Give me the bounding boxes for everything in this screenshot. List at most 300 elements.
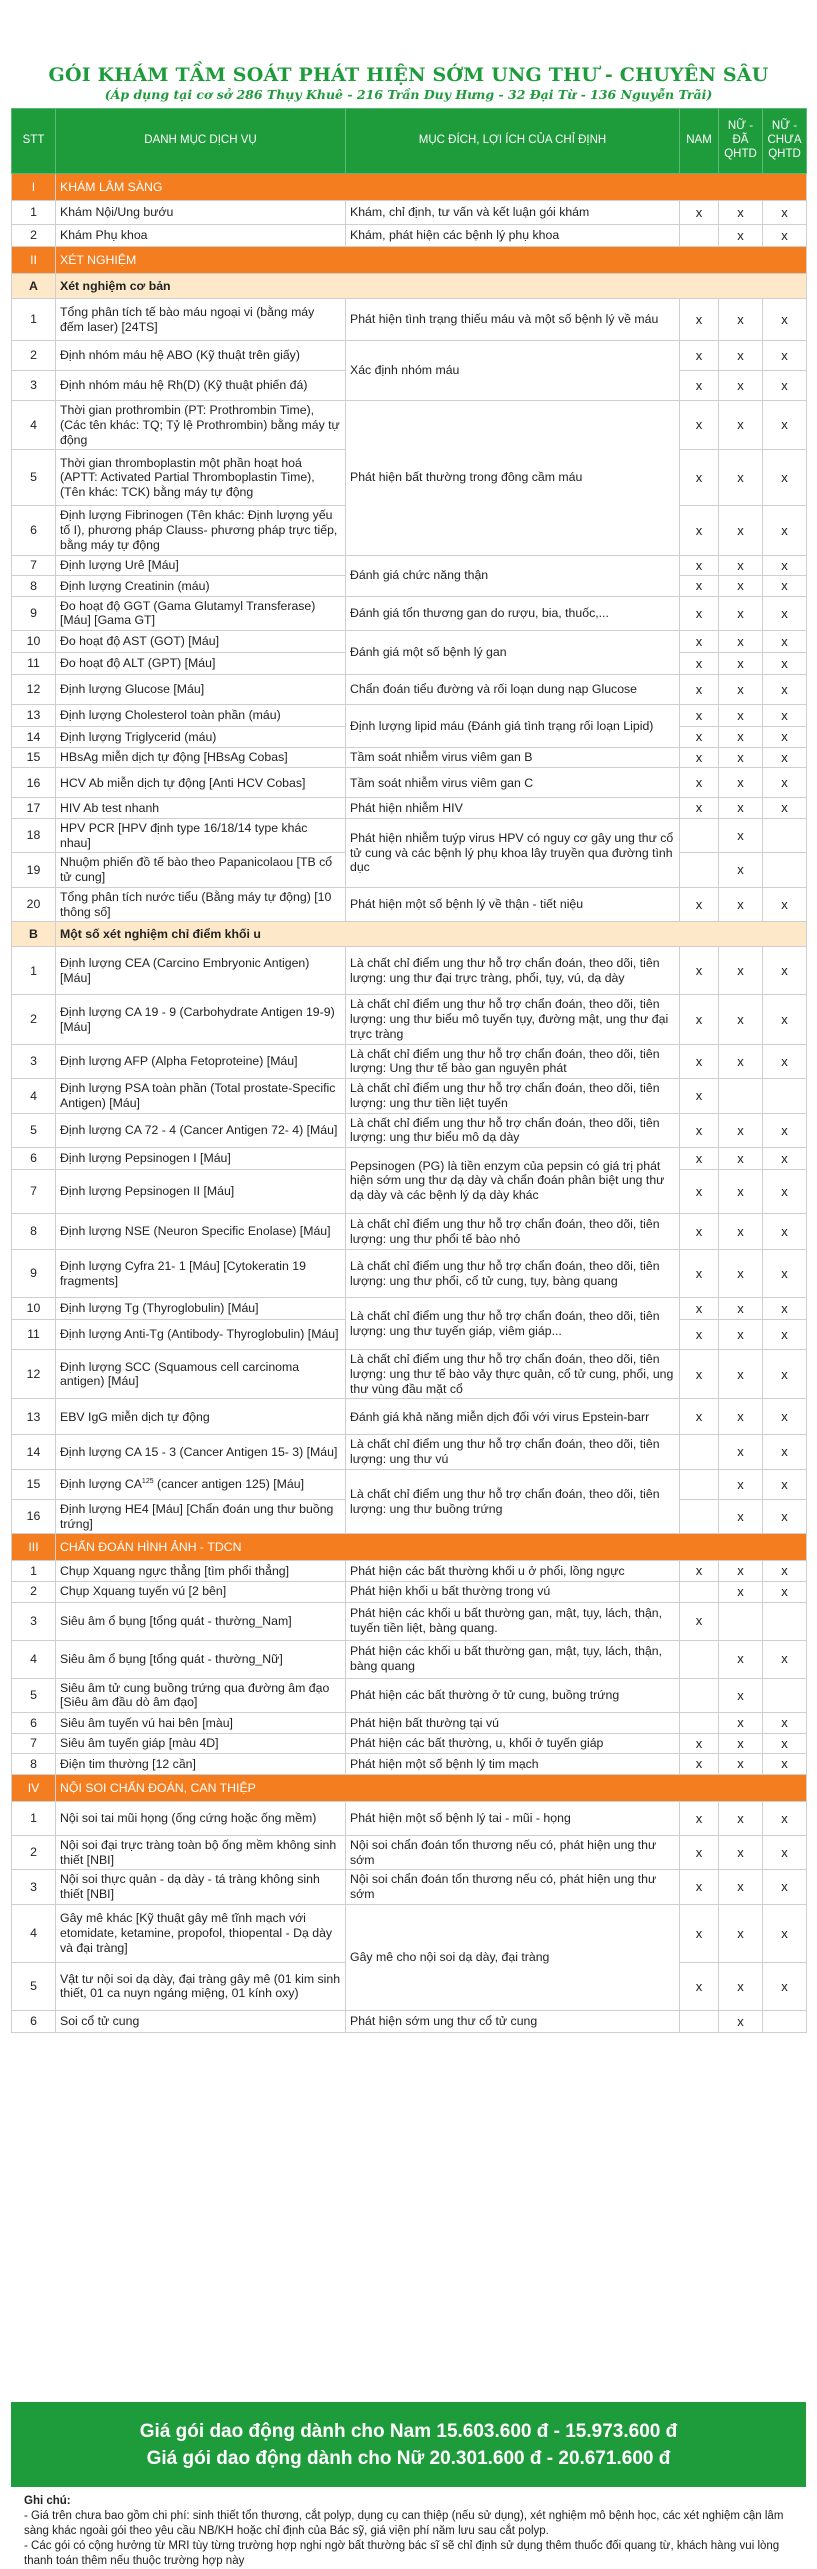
- row-stt: 8: [12, 576, 56, 597]
- row-purpose: Phát hiện nhiễm HIV: [346, 798, 680, 819]
- mark-female-married: x: [719, 1435, 763, 1470]
- row-stt: 5: [12, 1113, 56, 1148]
- mark-female-single: x: [763, 341, 807, 371]
- mark-female-single: x: [763, 705, 807, 727]
- mark-female-married: x: [719, 1320, 763, 1350]
- row-purpose: Là chất chỉ điểm ung thư hỗ trợ chẩn đoán, theo dõi, tiên lượng: ung thư biểu mô dạ dày: [346, 1113, 680, 1148]
- mark-male: x: [680, 596, 719, 631]
- row-purpose: Đánh giá tổn thương gan do rượu, bia, thuốc,...: [346, 596, 680, 631]
- mark-male: x: [680, 887, 719, 922]
- section-title: KHÁM LÂM SÀNG: [56, 174, 807, 201]
- mark-female-married: x: [719, 675, 763, 705]
- table-row: [12, 299, 807, 341]
- row-service-name: Định lượng Creatinin (máu): [56, 576, 346, 597]
- mark-male: [680, 1640, 719, 1678]
- section-number: I: [12, 174, 56, 201]
- row-service-name: Tổng phân tích tế bào máu ngoại vi (bằng máy đếm laser) [24TS]: [56, 299, 346, 341]
- mark-female-married: [719, 1079, 763, 1114]
- row-purpose: Là chất chỉ điểm ung thư hỗ trợ chẩn đoán, theo dõi, tiên lượng: ung thư vú: [346, 1435, 680, 1470]
- mark-male: x: [680, 705, 719, 727]
- mark-female-married: x: [719, 853, 763, 888]
- row-purpose: Phát hiện các bất thường ở tử cung, buồng trứng: [346, 1678, 680, 1713]
- note-item-2: - Các gói có cộng hưởng từ MRI tùy từng trường hợp nghi ngờ bất thường bác sĩ sẽ chỉ định sử dụng thêm thuốc đối quang từ, khách hàng vui lòng thanh toán thêm nếu thuộc trường hợp này: [24, 2539, 780, 2567]
- row-stt: 5: [12, 1678, 56, 1713]
- row-stt: 13: [12, 1399, 56, 1435]
- mark-male: x: [680, 1733, 719, 1754]
- row-service-name: Siêu âm tuyến vú hai bên [màu]: [56, 1713, 346, 1734]
- row-purpose: Là chất chỉ điểm ung thư hỗ trợ chẩn đoán, theo dõi, tiên lượng: ung thư tiền liệt tuyến: [346, 1079, 680, 1114]
- row-stt: 14: [12, 727, 56, 748]
- row-service-name: Chụp Xquang tuyến vú [2 bên]: [56, 1582, 346, 1603]
- row-stt: 6: [12, 1148, 56, 1170]
- table-row: [12, 995, 807, 1044]
- mark-female-married: x: [719, 1148, 763, 1170]
- mark-female-single: x: [763, 1561, 807, 1582]
- table-row: [12, 596, 807, 631]
- mark-female-single: x: [763, 1148, 807, 1170]
- row-stt: 17: [12, 798, 56, 819]
- mark-female-single: [763, 818, 807, 853]
- row-purpose: Xác định nhóm máu: [346, 341, 680, 401]
- row-service-name: Nội soi đại trực tràng toàn bộ ống mềm không sinh thiết [NBI]: [56, 1835, 346, 1870]
- mark-female-married: [719, 1602, 763, 1640]
- table-row: [12, 401, 807, 450]
- row-purpose: Là chất chỉ điểm ung thư hỗ trợ chẩn đoán, theo dõi, tiên lượng: ung thư tuyến giáp, viêm giáp...: [346, 1298, 680, 1350]
- row-service-name: Chụp Xquang ngực thẳng [tìm phổi thẳng]: [56, 1561, 346, 1582]
- mark-male: x: [680, 1113, 719, 1148]
- table-row: [12, 947, 807, 995]
- table-row: [12, 1214, 807, 1250]
- mark-female-single: x: [763, 1962, 807, 2010]
- row-service-name: Định nhóm máu hệ Rh(D) (Kỹ thuật phiến đá): [56, 371, 346, 401]
- row-stt: 9: [12, 596, 56, 631]
- row-stt: 1: [12, 299, 56, 341]
- section-title: NỘI SOI CHẨN ĐOÁN, CAN THIỆP: [56, 1774, 807, 1801]
- mark-female-married: x: [719, 450, 763, 506]
- mark-female-married: x: [719, 1962, 763, 2010]
- mark-male: x: [680, 1079, 719, 1114]
- row-purpose: Phát hiện một số bệnh lý về thận - tiết niệu: [346, 887, 680, 922]
- mark-female-single: x: [763, 1350, 807, 1399]
- row-stt: 15: [12, 747, 56, 768]
- row-service-name: Định lượng PSA toàn phần (Total prostate-Specific Antigen) [Máu]: [56, 1079, 346, 1114]
- row-purpose: Là chất chỉ điểm ung thư hỗ trợ chẩn đoán, theo dõi, tiên lượng: ung thư biểu mô tuyến tụy, đường mật, ung thư đại trực tràng: [346, 995, 680, 1044]
- mark-female-married: x: [719, 1469, 763, 1499]
- mark-female-single: x: [763, 555, 807, 576]
- mark-female-single: x: [763, 299, 807, 341]
- row-stt: 2: [12, 341, 56, 371]
- row-purpose: Phát hiện các khối u bất thường gan, mật, tụy, lách, thận, bàng quang: [346, 1640, 680, 1678]
- row-service-name: HCV Ab miễn dịch tự động [Anti HCV Cobas]: [56, 768, 346, 798]
- row-stt: 3: [12, 1870, 56, 1905]
- table-row: [12, 887, 807, 922]
- mark-female-married: x: [719, 1835, 763, 1870]
- row-service-name: Khám Nội/Ung bướu: [56, 201, 346, 225]
- subsection-title: Xét nghiệm cơ bản: [56, 274, 807, 299]
- mark-female-married: x: [719, 506, 763, 555]
- row-stt: 10: [12, 1298, 56, 1320]
- table-row: [12, 818, 807, 853]
- row-stt: 8: [12, 1754, 56, 1775]
- row-purpose: Khám, phát hiện các bệnh lý phụ khoa: [346, 225, 680, 247]
- mark-male: x: [680, 1320, 719, 1350]
- mark-female-single: [763, 853, 807, 888]
- mark-female-single: x: [763, 1801, 807, 1835]
- row-purpose: Phát hiện một số bệnh lý tai - mũi - họng: [346, 1801, 680, 1835]
- row-service-name: Siêu âm ổ bụng [tổng quát - thường_Nam]: [56, 1602, 346, 1640]
- row-service-name: Định lượng CA 72 - 4 (Cancer Antigen 72- 4) [Máu]: [56, 1113, 346, 1148]
- mark-female-single: x: [763, 1298, 807, 1320]
- table-row: [12, 705, 807, 727]
- mark-female-married: x: [719, 1733, 763, 1754]
- row-purpose: Là chất chỉ điểm ung thư hỗ trợ chẩn đoán, theo dõi, tiên lượng: Ung thư tế bào gan nguyên phát: [346, 1044, 680, 1079]
- row-service-name: Định lượng CA 15 - 3 (Cancer Antigen 15- 3) [Máu]: [56, 1435, 346, 1470]
- row-service-name: Định lượng Pepsinogen I [Máu]: [56, 1148, 346, 1170]
- table-row: [12, 768, 807, 798]
- row-purpose: Định lượng lipid máu (Đánh giá tình trạng rối loạn Lipid): [346, 705, 680, 748]
- note-item-1: - Giá trên chưa bao gồm chi phí: sinh thiết tổn thương, cắt polyp, dụng cụ can thiệp (nếu sử dụng), xét nghiệm mô bệnh học, các xét nghiệm cận lâm sàng khác ngoài gói theo yêu cầu NB/KH hoặc chỉ định của Bác sỹ, giá viện phí năm lưu sau cắt polyp.: [24, 2509, 784, 2537]
- row-stt: 5: [12, 1962, 56, 2010]
- mark-female-single: x: [763, 371, 807, 401]
- row-purpose: Phát hiện tình trạng thiếu máu và một số bệnh lý về máu: [346, 299, 680, 341]
- table-row: [12, 1350, 807, 1399]
- row-purpose: Tầm soát nhiễm virus viêm gan C: [346, 768, 680, 798]
- mark-male: x: [680, 1148, 719, 1170]
- mark-female-married: x: [719, 705, 763, 727]
- mark-female-married: x: [719, 555, 763, 576]
- mark-male: x: [680, 1350, 719, 1399]
- notes: [24, 2494, 809, 2569]
- mark-female-married: x: [719, 1678, 763, 1713]
- mark-female-single: x: [763, 1733, 807, 1754]
- mark-female-single: x: [763, 225, 807, 247]
- mark-female-single: x: [763, 596, 807, 631]
- row-stt: 5: [12, 450, 56, 506]
- mark-male: x: [680, 401, 719, 450]
- mark-female-married: x: [719, 1640, 763, 1678]
- row-service-name: Định lượng Anti-Tg (Antibody- Thyroglobulin) [Máu]: [56, 1320, 346, 1350]
- mark-male: x: [680, 768, 719, 798]
- table-row: [12, 631, 807, 653]
- mark-female-single: x: [763, 1870, 807, 1905]
- mark-female-married: x: [719, 401, 763, 450]
- subsection-row: [12, 922, 807, 947]
- table-row: [12, 1582, 807, 1603]
- mark-male: [680, 818, 719, 853]
- mark-female-single: [763, 1678, 807, 1713]
- mark-female-single: x: [763, 768, 807, 798]
- mark-female-married: x: [719, 1214, 763, 1250]
- mark-female-married: x: [719, 1113, 763, 1148]
- subsection-letter: B: [12, 922, 56, 947]
- row-stt: 8: [12, 1214, 56, 1250]
- table-row: [12, 1835, 807, 1870]
- row-stt: 20: [12, 887, 56, 922]
- subsection-row: [12, 274, 807, 299]
- table-header-row: [12, 109, 807, 174]
- row-service-name: Vật tư nội soi dạ dày, đại tràng gây mê (01 kim sinh thiết, 01 ca nuyn ngáng miệng, 01 kính oxy): [56, 1962, 346, 2010]
- table-row: [12, 1298, 807, 1320]
- table-row: [12, 1113, 807, 1148]
- mark-female-single: x: [763, 675, 807, 705]
- row-stt: 12: [12, 1350, 56, 1399]
- mark-male: [680, 2010, 719, 2032]
- section-row: [12, 1774, 807, 1801]
- table-row: [12, 1079, 807, 1114]
- row-service-name: [56, 1469, 346, 1499]
- mark-female-married: x: [719, 201, 763, 225]
- row-stt: 19: [12, 853, 56, 888]
- section-number: III: [12, 1534, 56, 1561]
- mark-female-married: x: [719, 1298, 763, 1320]
- table-row: [12, 1399, 807, 1435]
- row-purpose: Nội soi chẩn đoán tổn thương nếu có, phát hiện ung thư sớm: [346, 1835, 680, 1870]
- mark-female-married: x: [719, 1801, 763, 1835]
- row-purpose: Là chất chỉ điểm ung thư hỗ trợ chẩn đoán, theo dõi, tiên lượng: ung thư buồng trứng: [346, 1469, 680, 1534]
- row-stt: 1: [12, 947, 56, 995]
- mark-female-married: x: [719, 747, 763, 768]
- mark-female-single: x: [763, 1499, 807, 1534]
- table-row: [12, 1678, 807, 1713]
- row-stt: 6: [12, 1713, 56, 1734]
- mark-male: x: [680, 1962, 719, 2010]
- col-header-stt: STT: [12, 109, 56, 174]
- page-title: GÓI KHÁM TẦM SOÁT PHÁT HIỆN SỚM UNG THƯ - CHUYÊN SÂU: [48, 64, 769, 86]
- mark-female-married: x: [719, 1170, 763, 1214]
- notes-title: Ghi chú:: [24, 2495, 71, 2507]
- row-service-name: Gây mê khác [Kỹ thuật gây mê tĩnh mạch với etomidate, ketamine, propofol, thiopental - Dạ dày và đại tràng]: [56, 1904, 346, 1962]
- row-stt: 14: [12, 1435, 56, 1470]
- row-stt: 4: [12, 1079, 56, 1114]
- mark-female-married: x: [719, 653, 763, 675]
- mark-female-married: x: [719, 1561, 763, 1582]
- row-stt: 2: [12, 995, 56, 1044]
- mark-female-married: x: [719, 1713, 763, 1734]
- table-row: [12, 1561, 807, 1582]
- row-stt: 6: [12, 2010, 56, 2032]
- row-service-name: Định lượng Glucose [Máu]: [56, 675, 346, 705]
- row-service-name: Đo hoạt độ AST (GOT) [Máu]: [56, 631, 346, 653]
- table-row: [12, 747, 807, 768]
- row-stt: 2: [12, 1582, 56, 1603]
- row-stt: 15: [12, 1469, 56, 1499]
- mark-female-single: x: [763, 887, 807, 922]
- row-purpose: Nội soi chẩn đoán tổn thương nếu có, phát hiện ung thư sớm: [346, 1870, 680, 1905]
- mark-female-single: x: [763, 1214, 807, 1250]
- table-row: [12, 1148, 807, 1170]
- service-name-superscript: 125: [141, 1478, 154, 1485]
- mark-female-married: x: [719, 947, 763, 995]
- row-stt: 6: [12, 506, 56, 555]
- subsection-title: Một số xét nghiệm chỉ điểm khối u: [56, 922, 807, 947]
- mark-male: x: [680, 653, 719, 675]
- mark-male: x: [680, 631, 719, 653]
- row-service-name: Tổng phân tích nước tiểu (Bằng máy tự động) [10 thông số]: [56, 887, 346, 922]
- row-stt: 1: [12, 1561, 56, 1582]
- mark-female-married: x: [719, 596, 763, 631]
- table-row: [12, 1469, 807, 1499]
- mark-female-single: x: [763, 1835, 807, 1870]
- mark-female-single: x: [763, 995, 807, 1044]
- mark-female-single: x: [763, 1250, 807, 1298]
- row-purpose: Gây mê cho nội soi dạ dày, đại tràng: [346, 1904, 680, 2010]
- mark-female-single: [763, 1602, 807, 1640]
- table-row: [12, 1801, 807, 1835]
- section-number: IV: [12, 1774, 56, 1801]
- row-service-name: Siêu âm tử cung buồng trứng qua đường âm đạo [Siêu âm đầu dò âm đạo]: [56, 1678, 346, 1713]
- table-row: [12, 1602, 807, 1640]
- row-stt: 2: [12, 1835, 56, 1870]
- row-stt: 18: [12, 818, 56, 853]
- row-stt: 7: [12, 1733, 56, 1754]
- mark-female-single: [763, 2010, 807, 2032]
- row-service-name: Định lượng Triglycerid (máu): [56, 727, 346, 748]
- row-service-name: Định lượng AFP (Alpha Fetoproteine) [Máu]: [56, 1044, 346, 1079]
- row-service-name: Nhuộm phiến đồ tế bào theo Papanicolaou [TB cổ tử cung]: [56, 853, 346, 888]
- mark-female-single: x: [763, 1399, 807, 1435]
- row-purpose: Phát hiện các bất thường, u, khối ở tuyến giáp: [346, 1733, 680, 1754]
- row-stt: 2: [12, 225, 56, 247]
- row-service-name: Định lượng Cyfra 21- 1 [Máu] [Cytokeratin 19 fragments]: [56, 1250, 346, 1298]
- mark-male: x: [680, 341, 719, 371]
- row-service-name: Định nhóm máu hệ ABO (Kỹ thuật trên giấy): [56, 341, 346, 371]
- row-service-name: Siêu âm ổ bụng [tổng quát - thường_Nữ]: [56, 1640, 346, 1678]
- row-purpose: Phát hiện khối u bất thường trong vú: [346, 1582, 680, 1603]
- mark-male: x: [680, 576, 719, 597]
- section-title: CHẨN ĐOÁN HÌNH ẢNH - TDCN: [56, 1534, 807, 1561]
- table-row: [12, 1435, 807, 1470]
- section-title: XÉT NGHIỆM: [56, 247, 807, 274]
- table-row: [12, 1754, 807, 1775]
- mark-female-married: x: [719, 1754, 763, 1775]
- mark-female-single: x: [763, 1320, 807, 1350]
- row-service-name: Định lượng Cholesterol toàn phần (máu): [56, 705, 346, 727]
- row-stt: 3: [12, 1044, 56, 1079]
- row-purpose: Đánh giá khả năng miễn dịch đối với virus Epstein-barr: [346, 1399, 680, 1435]
- row-stt: 11: [12, 653, 56, 675]
- section-row: [12, 247, 807, 274]
- table-row: [12, 2010, 807, 2032]
- section-number: II: [12, 247, 56, 274]
- row-stt: 7: [12, 1170, 56, 1214]
- mark-female-married: x: [719, 727, 763, 748]
- row-purpose: Tầm soát nhiễm virus viêm gan B: [346, 747, 680, 768]
- mark-female-married: x: [719, 225, 763, 247]
- mark-female-single: x: [763, 727, 807, 748]
- row-stt: 13: [12, 705, 56, 727]
- row-stt: 7: [12, 555, 56, 576]
- mark-female-single: x: [763, 450, 807, 506]
- row-purpose: Là chất chỉ điểm ung thư hỗ trợ chẩn đoán, theo dõi, tiên lượng: ung thư đại trực tràng, phổi, tụy, vú, dạ dày: [346, 947, 680, 995]
- row-service-name: Siêu âm tuyến giáp [màu 4D]: [56, 1733, 346, 1754]
- table-body: [12, 174, 807, 2033]
- mark-female-single: x: [763, 1469, 807, 1499]
- mark-female-single: x: [763, 1640, 807, 1678]
- mark-male: x: [680, 995, 719, 1044]
- mark-female-married: x: [719, 887, 763, 922]
- mark-male: x: [680, 1801, 719, 1835]
- mark-male: x: [680, 1870, 719, 1905]
- mark-female-married: x: [719, 768, 763, 798]
- mark-female-married: x: [719, 576, 763, 597]
- mark-female-single: x: [763, 576, 807, 597]
- section-row: [12, 1534, 807, 1561]
- row-service-name: Định lượng NSE (Neuron Specific Enolase) [Máu]: [56, 1214, 346, 1250]
- row-service-name: Nội soi tai mũi họng (ống cứng hoặc ống mềm): [56, 1801, 346, 1835]
- mark-female-single: x: [763, 1435, 807, 1470]
- row-stt: 10: [12, 631, 56, 653]
- subsection-letter: A: [12, 274, 56, 299]
- mark-female-married: x: [719, 995, 763, 1044]
- mark-female-single: x: [763, 1582, 807, 1603]
- service-name-part: Định lượng CA: [60, 1477, 142, 1492]
- col-header-purpose: MỤC ĐÍCH, LỢI ÍCH CỦA CHỈ ĐỊNH: [346, 109, 680, 174]
- mark-male: x: [680, 1044, 719, 1079]
- row-service-name: Định lượng Urê [Máu]: [56, 555, 346, 576]
- row-purpose: Phát hiện các bất thường khối u ở phổi, lồng ngực: [346, 1561, 680, 1582]
- mark-male: x: [680, 1399, 719, 1435]
- row-service-name: Định lượng HE4 [Máu] [Chẩn đoán ung thư buồng trứng]: [56, 1499, 346, 1534]
- mark-female-single: x: [763, 798, 807, 819]
- page-header: [0, 0, 817, 108]
- mark-female-married: x: [719, 1250, 763, 1298]
- row-purpose: Phát hiện nhiễm tuýp virus HPV có nguy cơ gây ung thư cổ tử cung và các bệnh lý phụ khoa lây truyền qua đường tình dục: [346, 818, 680, 887]
- mark-male: x: [680, 1561, 719, 1582]
- row-stt: 4: [12, 1640, 56, 1678]
- mark-female-married: x: [719, 1044, 763, 1079]
- mark-male: x: [680, 1250, 719, 1298]
- mark-male: x: [680, 1835, 719, 1870]
- mark-female-single: x: [763, 1170, 807, 1214]
- table-row: [12, 675, 807, 705]
- table-row: [12, 1044, 807, 1079]
- col-header-service: DANH MỤC DỊCH VỤ: [56, 109, 346, 174]
- row-service-name: Thời gian thromboplastin một phần hoạt hoá (APTT: Activated Partial Thromboplastin Time), (Tên khác: TCK) bằng máy tự động: [56, 450, 346, 506]
- row-service-name: Thời gian prothrombin (PT: Prothrombin Time), (Các tên khác: TQ; Tỷ lệ Prothrombin) bằng máy tự động: [56, 401, 346, 450]
- mark-female-single: x: [763, 1904, 807, 1962]
- row-service-name: Đo hoạt độ ALT (GPT) [Máu]: [56, 653, 346, 675]
- mark-male: x: [680, 727, 719, 748]
- row-service-name: Điện tim thường [12 cần]: [56, 1754, 346, 1775]
- mark-male: [680, 1678, 719, 1713]
- mark-female-single: x: [763, 401, 807, 450]
- mark-female-single: x: [763, 1044, 807, 1079]
- table-row: [12, 201, 807, 225]
- mark-female-married: x: [719, 798, 763, 819]
- mark-female-married: x: [719, 1499, 763, 1534]
- row-purpose: Phát hiện bất thường trong đông cầm máu: [346, 401, 680, 556]
- row-service-name: EBV IgG miễn dịch tự động: [56, 1399, 346, 1435]
- mark-female-married: x: [719, 631, 763, 653]
- mark-female-single: x: [763, 1713, 807, 1734]
- mark-male: x: [680, 747, 719, 768]
- price-box: [11, 2402, 806, 2487]
- row-purpose: Là chất chỉ điểm ung thư hỗ trợ chẩn đoán, theo dõi, tiên lượng: ung thư phổi, cổ tử cung, tụy, bàng quang: [346, 1250, 680, 1298]
- section-row: [12, 174, 807, 201]
- mark-female-married: x: [719, 1399, 763, 1435]
- row-purpose: Phát hiện sớm ung thư cổ tử cung: [346, 2010, 680, 2032]
- row-stt: 1: [12, 1801, 56, 1835]
- mark-female-married: x: [719, 299, 763, 341]
- mark-male: x: [680, 1214, 719, 1250]
- col-header-female-single: NỮ - CHƯA QHTD: [763, 109, 807, 174]
- row-purpose: Đánh giá một số bệnh lý gan: [346, 631, 680, 675]
- row-purpose: Pepsinogen (PG) là tiền enzym của pepsin có giá trị phát hiện sớm ung thư dạ dày và chẩn đoán phân biệt ung thư dạ dày và các bệnh lý dạ dày khác: [346, 1148, 680, 1214]
- row-purpose: Phát hiện các khối u bất thường gan, mật, tụy, lách, thận, tuyến tiền liệt, bàng quang.: [346, 1602, 680, 1640]
- page-subtitle: (Áp dụng tại cơ sở 286 Thụy Khuê - 216 Trần Duy Hưng - 32 Đại Từ - 136 Nguyễn Trãi): [104, 87, 713, 102]
- row-service-name: HBsAg miễn dịch tự động [HBsAg Cobas]: [56, 747, 346, 768]
- mark-male: x: [680, 675, 719, 705]
